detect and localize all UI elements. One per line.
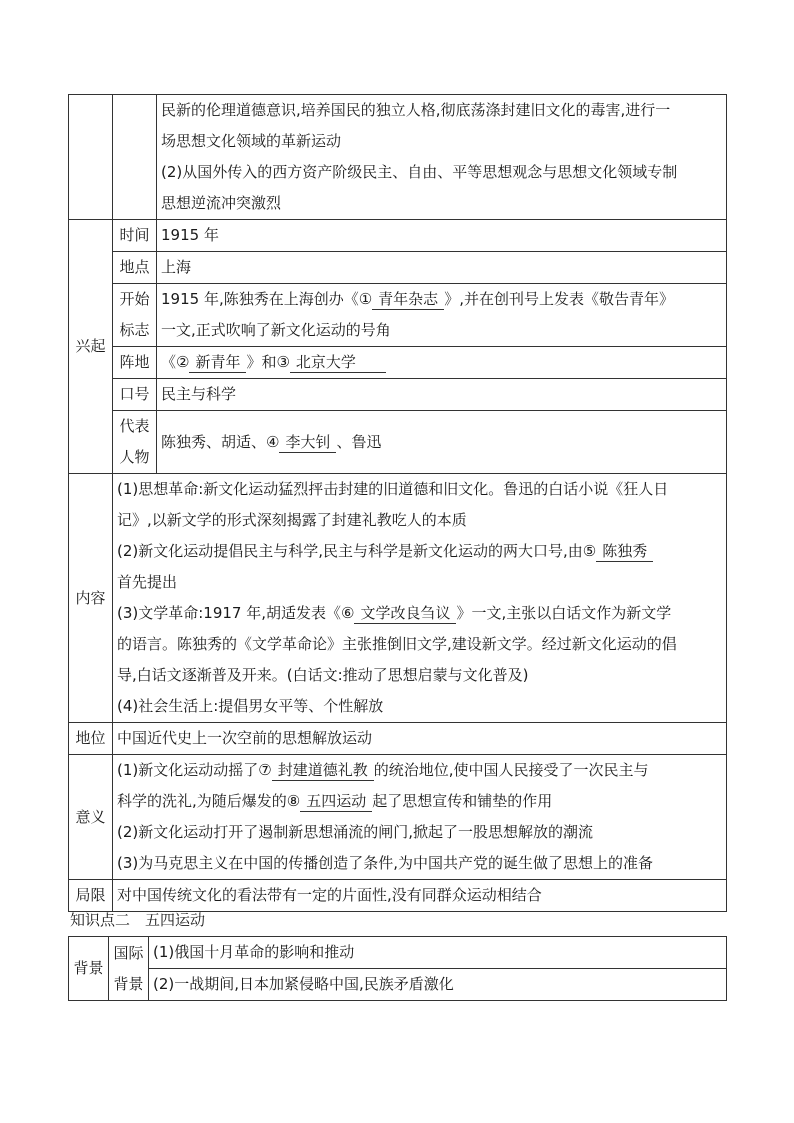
rise-slogan-row xyxy=(69,379,727,411)
may-fourth-table xyxy=(68,936,727,1001)
significance-header: 意义 xyxy=(69,755,113,880)
prev-row xyxy=(69,95,727,220)
significance-row xyxy=(69,755,727,880)
blank-7: 封建道德礼教 xyxy=(272,760,374,781)
intl-item-2: (2)一战期间,日本加紧侵略中国,民族矛盾激化 xyxy=(149,969,727,1001)
intl-bg-row-1 xyxy=(69,937,727,969)
significance-value: (1)新文化运动动摇了⑦ 封建道德礼教 的统治地位,使中国人民接受了一次民主与 科学的洗礼,为随后爆发的⑧ 五四运动 起了思想宣传和铺垫的作用 (2)新文化运动打开了遏制新思想涌流的闸门,掀起了一股思想解放的潮流 (3)为马克思主义在中国的传播创造了条件,为中国共产党的诞生做了思想上的准备 xyxy=(113,755,727,880)
intl-bg-row-2 xyxy=(69,969,727,1001)
background-header: 背景 xyxy=(69,937,109,1001)
place-value: 上海 xyxy=(157,252,727,284)
blank-1: 青年杂志 xyxy=(372,289,444,310)
content-row xyxy=(69,474,727,723)
status-header: 地位 xyxy=(69,723,113,755)
slogan-label: 口号 xyxy=(113,379,157,411)
rise-start-row xyxy=(69,284,727,347)
people-value: 陈独秀、胡适、④ 李大钊 、鲁迅 xyxy=(157,411,727,474)
time-value: 1915 年 xyxy=(157,220,727,252)
rise-header: 兴起 xyxy=(69,220,113,474)
intl-item-1: (1)俄国十月革命的影响和推动 xyxy=(149,937,727,969)
rise-base-row xyxy=(69,347,727,379)
rise-time-row xyxy=(69,220,727,252)
rise-people-row xyxy=(69,411,727,474)
start-label: 开始 标志 xyxy=(113,284,157,347)
limit-value: 对中国传统文化的看法带有一定的片面性,没有同群众运动相结合 xyxy=(113,880,727,912)
blank-4: 李大钊 xyxy=(279,432,336,453)
base-label: 阵地 xyxy=(113,347,157,379)
blank-2: 新青年 xyxy=(189,352,246,373)
status-row xyxy=(69,723,727,755)
people-label: 代表 人物 xyxy=(113,411,157,474)
blank-6: 文学改良刍议 xyxy=(354,603,456,624)
prev-content-cell: 民新的伦理道德意识,培养国民的独立人格,彻底荡涤封建旧文化的毒害,进行一 场思想文化领域的革新运动 (2)从国外传入的西方资产阶级民主、自由、平等思想观念与思想文化领域专制 思想逆流冲突激烈 xyxy=(157,95,727,220)
section-title: 知识点二 五四运动 xyxy=(70,911,206,929)
intl-bg-label: 国际 背景 xyxy=(109,937,149,1001)
start-value: 1915 年,陈独秀在上海创办《① 青年杂志 》,并在创刊号上发表《敬告青年》 一文,正式吹响了新文化运动的号角 xyxy=(157,284,727,347)
new-culture-table xyxy=(68,94,727,912)
slogan-value: 民主与科学 xyxy=(157,379,727,411)
content-value: (1)思想革命:新文化运动猛烈抨击封建的旧道德和旧文化。鲁迅的白话小说《狂人日 记》,以新文学的形式深刻揭露了封建礼教吃人的本质 (2)新文化运动提倡民主与科学,民主与科学是新文化运动的两大口号,由⑤ 陈独秀 首先提出 (3)文学革命:1917 年,胡适发表《⑥ 文学改良刍议 》一文,主张以白话文作为新文学 的语言。陈独秀的《文学革命论》主张推倒旧文学,建设新文学。经过新文化运动的倡 导,白话文逐渐普及开来。(白话文:推动了思想启蒙与文化普及) (4)社会生活上:提倡男女平等、个性解放 xyxy=(113,474,727,723)
blank-5: 陈独秀 xyxy=(596,541,653,562)
base-value: 《② 新青年 》和③ 北京大学 xyxy=(157,347,727,379)
place-label: 地点 xyxy=(113,252,157,284)
rise-place-row xyxy=(69,252,727,284)
limit-header: 局限 xyxy=(69,880,113,912)
blank-8: 五四运动 xyxy=(300,791,372,812)
blank-3: 北京大学 xyxy=(290,352,386,373)
status-value: 中国近代史上一次空前的思想解放运动 xyxy=(113,723,727,755)
content-header: 内容 xyxy=(69,474,113,723)
time-label: 时间 xyxy=(113,220,157,252)
